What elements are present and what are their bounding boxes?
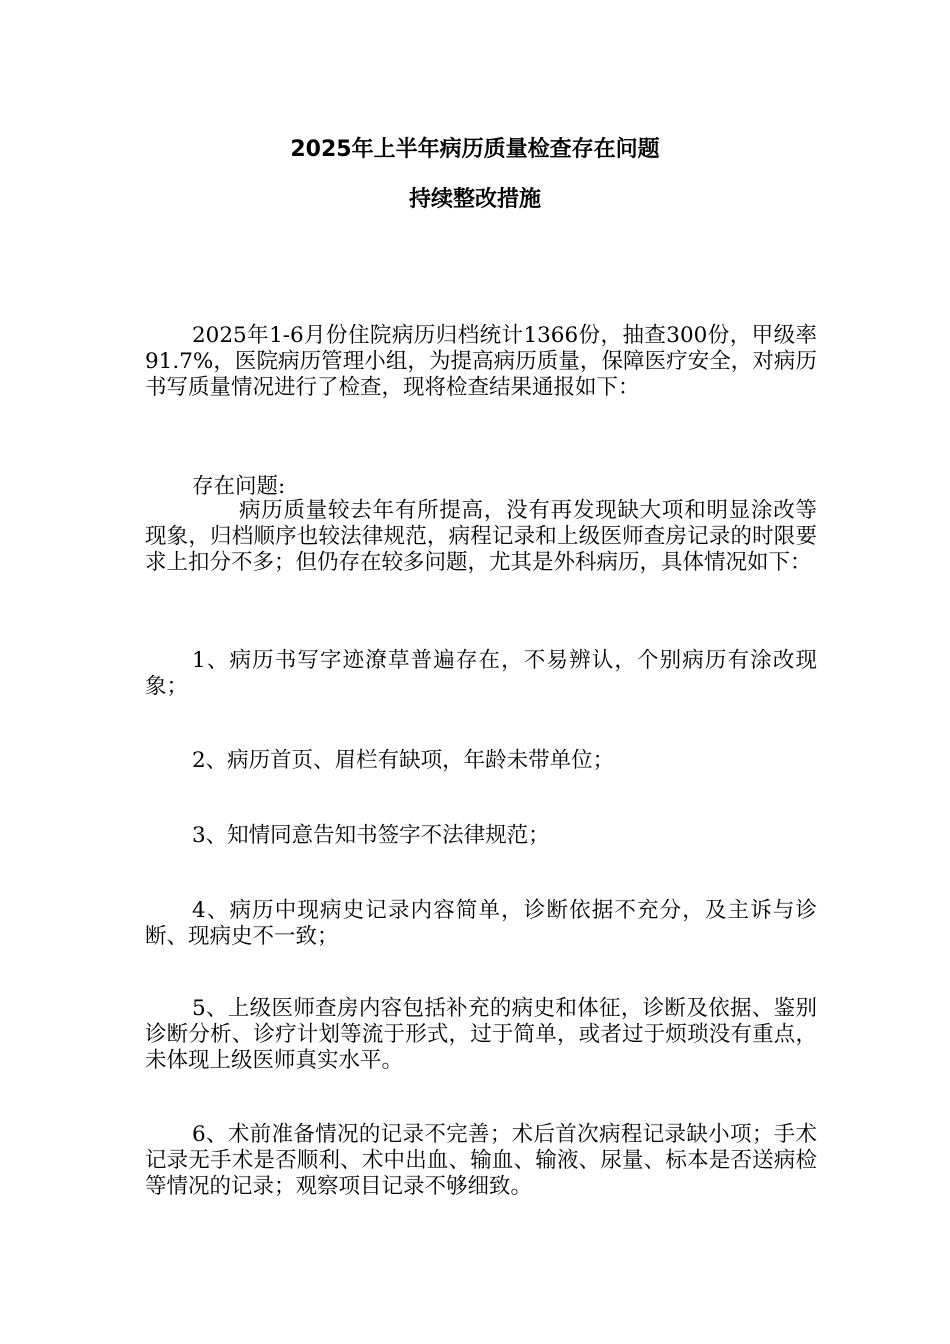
issue-item-2: 2、病历首页、眉栏有缺项，年龄未带单位； [192, 748, 615, 773]
issue-item-6: 6、术前准备情况的记录不完善；术后首次病程记录缺小项；手术记录无手术是否顺利、术中出血、输血、输液、尿量、标本是否送病检等情况的记录；观察项目记录不够细致。 [145, 1122, 817, 1199]
document-title-line-2: 持续整改措施 [408, 187, 541, 212]
issue-item-5: 5、上级医师查房内容包括补充的病史和体征，诊断及依据、鉴别诊断分析、诊疗计划等流于形式，过于简单，或者过于烦琐没有重点，未体现上级医师真实水平。 [145, 996, 817, 1073]
issues-heading: 存在问题: [192, 474, 286, 499]
issue-item-4: 4、病历中现病史记录内容简单，诊断依据不充分，及主诉与诊断、现病史不一致； [145, 898, 817, 949]
issue-item-1: 1、病历书写字迹潦草普遍存在，不易辨认，个别病历有涂改现象； [145, 648, 817, 699]
document-title-line-1: 2025年上半年病历质量检查存在问题 [290, 137, 660, 162]
issue-item-3: 3、知情同意告知书签字不法律规范； [192, 823, 550, 848]
issues-summary-paragraph: 病历质量较去年有所提高，没有再发现缺大项和明显涂改等现象，归档顺序也较法律规范，病程记录和上级医师查房记录的时限要求上扣分不多；但仍存在较多问题，尤其是外科病历，具体情况如下： [145, 498, 817, 575]
intro-paragraph: 2025年1-6月份住院病历归档统计1366份，抽查300份，甲级率91.7%，医院病历管理小组，为提高病历质量，保障医疗安全，对病历书写质量情况进行了检查，现将检查结果通报如下： [145, 323, 817, 400]
